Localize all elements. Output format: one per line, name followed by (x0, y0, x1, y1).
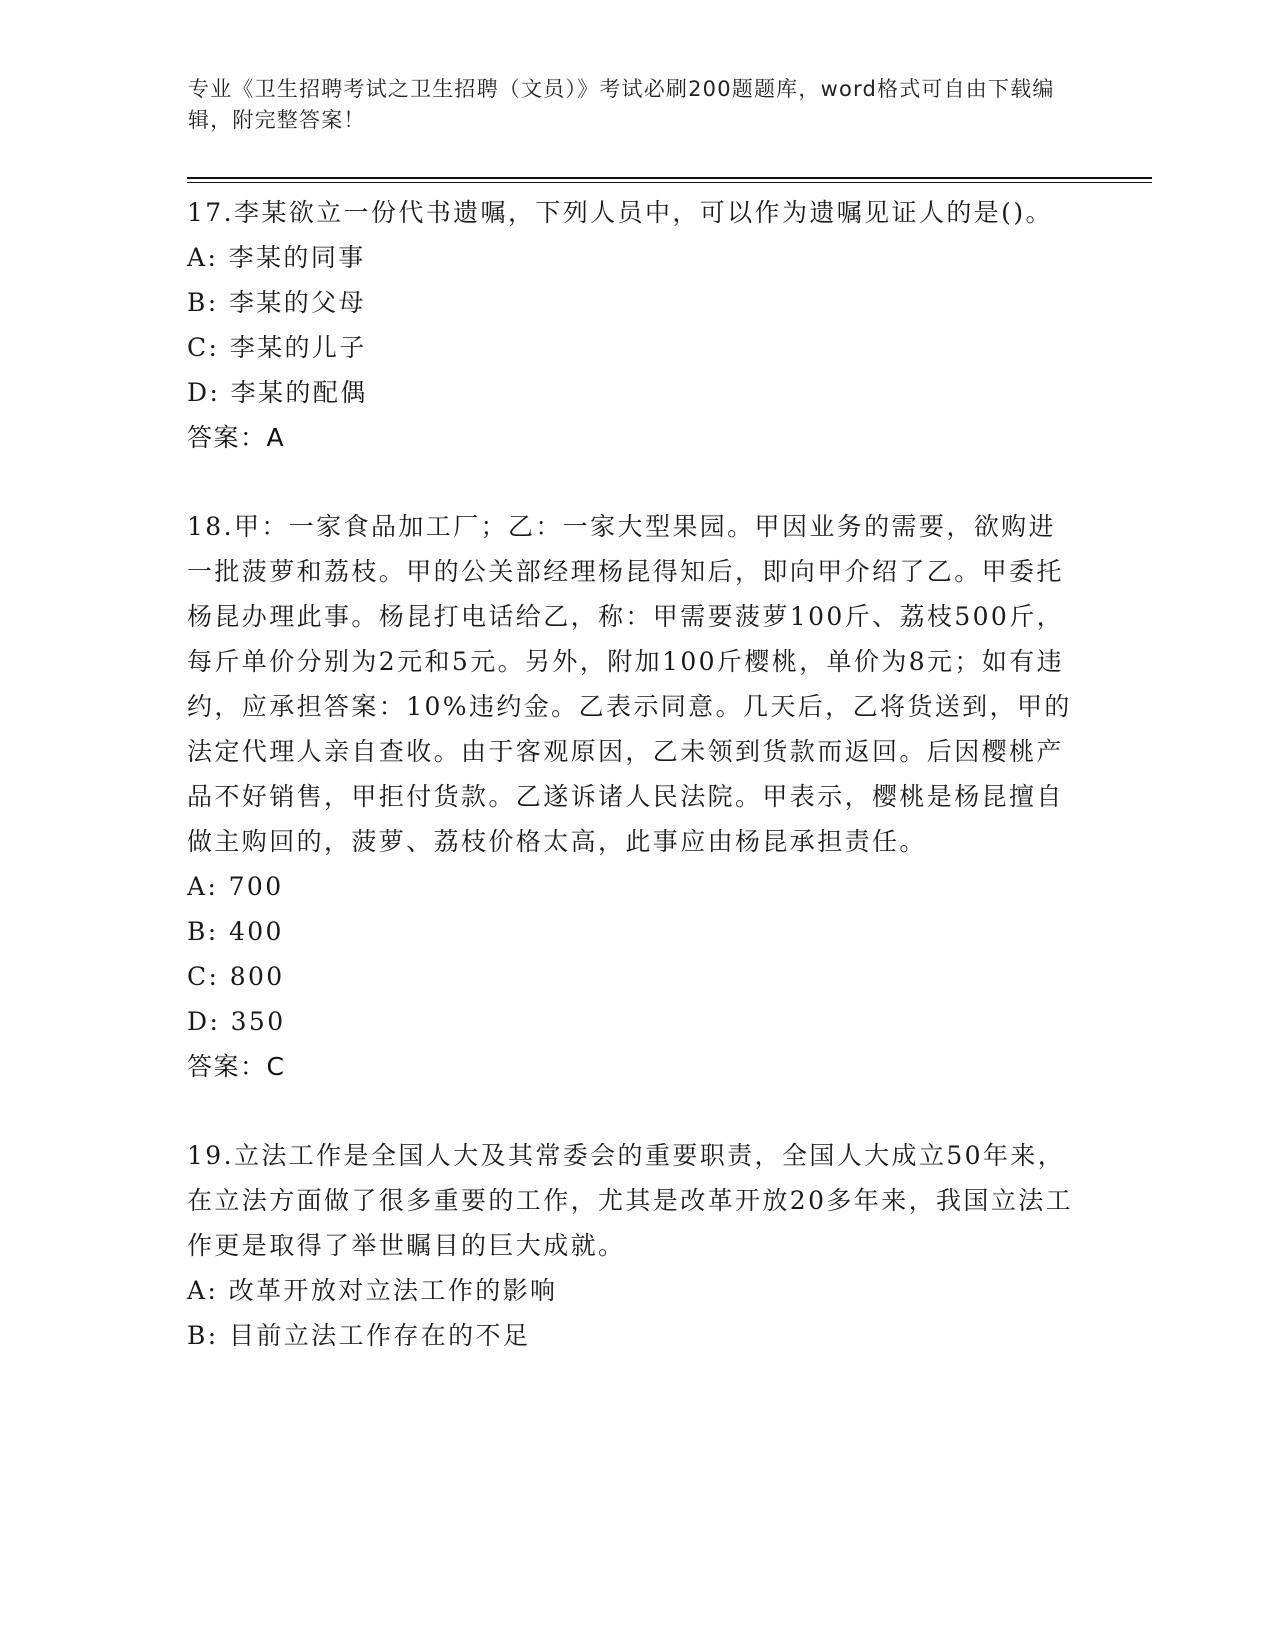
question-18 (187, 504, 1077, 1089)
question-19 (187, 1133, 1077, 1358)
option-c: C: 800 (187, 962, 285, 991)
option-a: A: 改革开放对立法工作的影响 (187, 1276, 558, 1305)
header-divider-thin (187, 182, 1152, 183)
option-b: B: 李某的父母 (187, 288, 366, 317)
option-c: C: 李某的儿子 (187, 333, 367, 362)
answer-line: 答案：A (187, 423, 286, 452)
option-d: D: 李某的配偶 (187, 378, 368, 407)
option-b: B: 400 (187, 917, 284, 946)
question-list (187, 190, 1077, 1358)
option-b: B: 目前立法工作存在的不足 (187, 1321, 531, 1350)
question-17 (187, 190, 1077, 460)
question-spacer (187, 1089, 1077, 1133)
question-stem: 18.甲：一家食品加工厂；乙：一家大型果园。甲因业务的需要，欲购进一批菠萝和荔枝。甲的公关部经理杨昆得知后，即向甲介绍了乙。甲委托杨昆办理此事。杨昆打电话给乙，称：甲需要菠萝100斤、荔枝500斤，每斤单价分别为2元和5元。另外，附加100斤樱桃，单价为8元；如有违约，应承担答案：10%违约金。乙表示同意。几天后，乙将货送到，甲的法定代理人亲自查收。由于客观原因，乙未领到货款而返回。后因樱桃产品不好销售，甲拒付货款。乙遂诉诸人民法院。甲表示，樱桃是杨昆擅自做主购回的，菠萝、荔枝价格太高，此事应由杨昆承担责任。 (187, 512, 1072, 856)
document-header: 专业《卫生招聘考试之卫生招聘（文员）》考试必刷200题题库，word格式可自由下载编辑，附完整答案！ (188, 77, 1055, 132)
question-stem: 19.立法工作是全国人大及其常委会的重要职责，全国人大成立50年来，在立法方面做了很多重要的工作，尤其是改革开放20多年来，我国立法工作更是取得了举世瞩目的巨大成就。 (187, 1141, 1074, 1260)
option-a: A: 李某的同事 (187, 243, 366, 272)
header-divider-thick (187, 177, 1152, 179)
option-a: A: 700 (187, 872, 284, 901)
option-d: D: 350 (187, 1007, 286, 1036)
question-stem: 17.李某欲立一份代书遗嘱，下列人员中，可以作为遗嘱见证人的是()。 (187, 198, 1053, 227)
question-spacer (187, 460, 1077, 504)
answer-line: 答案：C (187, 1052, 286, 1081)
